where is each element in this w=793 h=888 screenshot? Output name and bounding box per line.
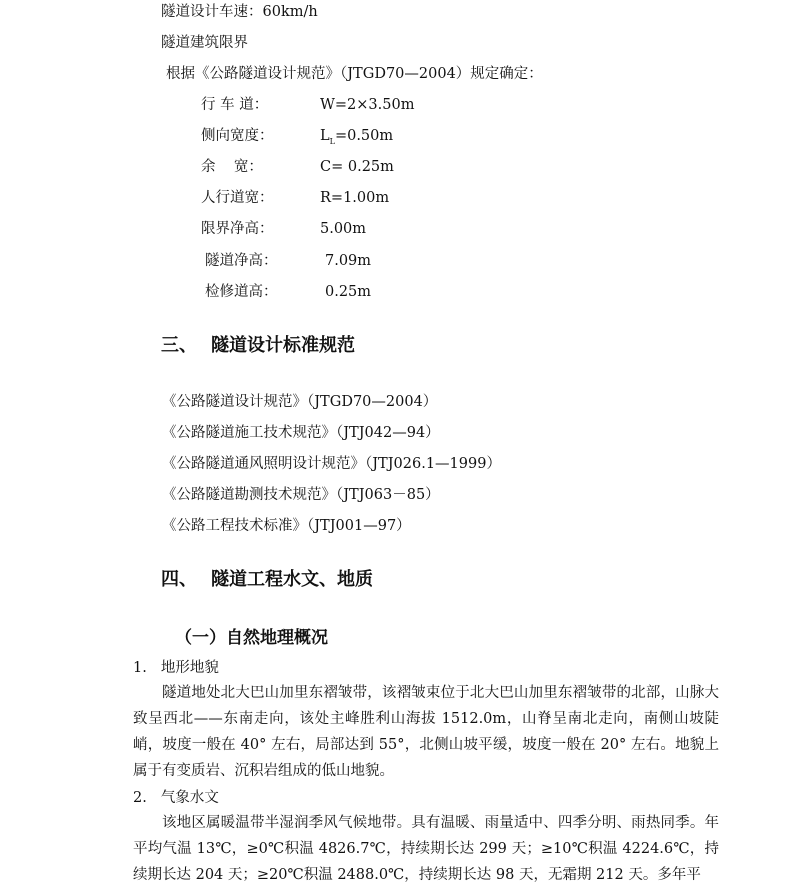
param-value: W=2×3.50m — [320, 97, 415, 113]
param-label: 余 宽： — [201, 159, 263, 175]
param-label: 人行道宽： — [201, 190, 274, 206]
param-value: $L_L=0.50m$ — [320, 128, 394, 146]
subsection-heading: （一）自然地理概况 — [175, 628, 328, 648]
param-value: 5.00m — [320, 221, 367, 237]
param-label: 侧向宽度： — [201, 128, 274, 144]
design-speed: 隧道设计车速：60km/h — [161, 4, 318, 20]
param-value: C= 0.25m — [320, 159, 394, 175]
climate-paragraph: 该地区属暖温带半湿润季风气候地带。具有温暖、雨量适中、四季分明、雨热同季。年平均气温 13℃，≥0℃积温 4826.7℃，持续期长达 299 天；≥10℃积温 4224.6℃，持续期长达 204 天；≥20℃积温 2488.0℃，持续期长达 98 天，无霜期 212 天。多年平 — [133, 815, 719, 883]
item-heading-terrain: 1. 地形地貌 — [133, 660, 219, 676]
param-value: R=1.00m — [320, 190, 390, 206]
clearance-intro: 根据《公路隧道设计规范》（JTGD70—2004）规定确定： — [166, 66, 543, 82]
param-label: 隧道净高： — [205, 253, 278, 269]
standard-item: 《公路隧道设计规范》（JTGD70—2004） — [162, 394, 438, 410]
param-label: 行 车 道： — [201, 97, 269, 113]
section-heading-4: 四、 隧道工程水文、地质 — [161, 569, 373, 590]
clearance-title: 隧道建筑限界 — [161, 35, 248, 51]
param-value: 7.09m — [325, 253, 372, 269]
item-heading-climate: 2. 气象水文 — [133, 790, 219, 806]
param-value: 0.25m — [325, 284, 372, 300]
param-label: 检修道高： — [205, 284, 278, 300]
standard-item: 《公路工程技术标准》（JTJ001—97） — [162, 518, 411, 534]
standard-item: 《公路隧道通风照明设计规范》（JTJ026.1—1999） — [162, 456, 501, 472]
standard-item: 《公路隧道施工技术规范》（JTJ042—94） — [162, 425, 440, 441]
section-heading-3: 三、 隧道设计标准规范 — [161, 335, 355, 356]
param-label: 限界净高： — [201, 221, 274, 237]
terrain-paragraph: 隧道地处北大巴山加里东褶皱带，该褶皱束位于北大巴山加里东褶皱带的北部，山脉大致呈西北——东南走向，该处主峰胜利山海拔 1512.0m，山脊呈南北走向，南侧山坡陡峭，坡度一般在 40° 左右，局部达到 55°，北侧山坡平缓，坡度一般在 20° 左右。地貌上属于有变质岩、沉积岩组成的低山地貌。 — [133, 685, 719, 779]
standard-item: 《公路隧道勘测技术规范》（JTJ063－85） — [162, 487, 440, 503]
